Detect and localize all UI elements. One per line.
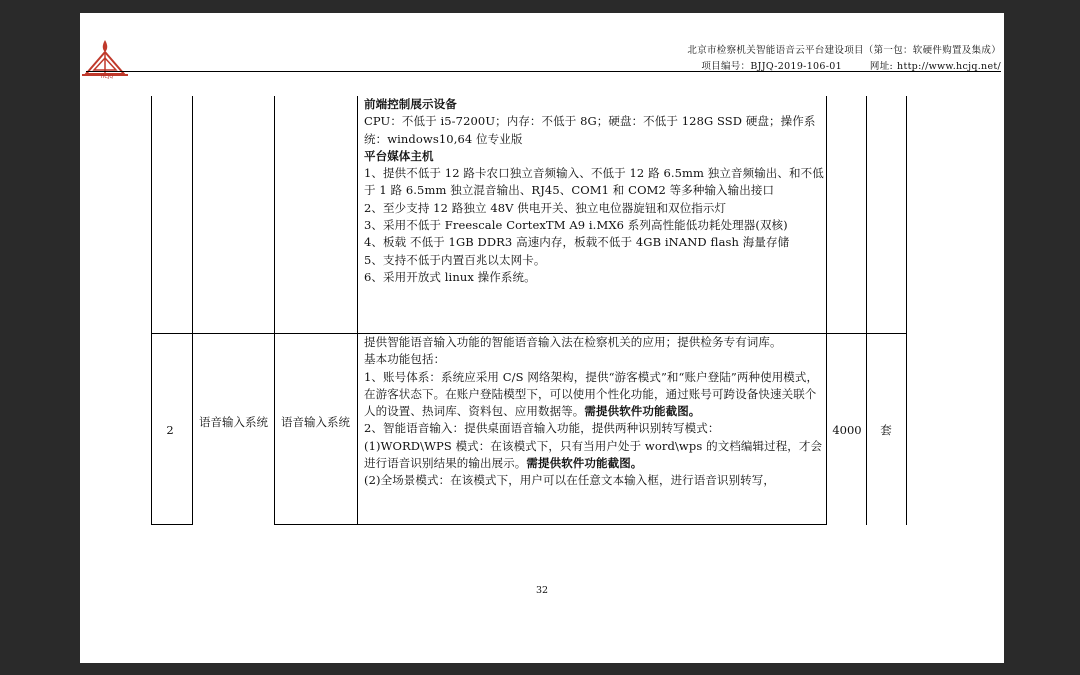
row2-paragraph: 1、账号体系：系统应采用 C/S 网络架构，提供“游客模式”和“账户登陆”两种使用模式，在游客状态下。在账户登陆模型下，可以使用个性化功能，通过账号可跨设备快速关联个人的设置、热词库、资料包、应用数据等。需提供软件功能截图。: [364, 369, 819, 419]
header-meta: [701, 58, 1001, 72]
table-border-left: [151, 96, 152, 525]
row2-quantity: 4000: [832, 423, 862, 437]
table-border-right: [906, 96, 907, 525]
header-title: 北京市检察机关智能语音云平台建设项目（第一包：软硬件购置及集成）: [687, 45, 1001, 56]
row2-number: 2: [166, 423, 174, 437]
logo-text: HCJQ: [100, 74, 114, 80]
row1-line: 平台媒体主机: [364, 148, 434, 163]
row2-paragraph: (2)全场景模式：在该模式下，用户可以在任意文本输入框，进行语音识别转写，: [364, 473, 775, 488]
table-col-line: [192, 96, 193, 525]
table-col-line: [826, 96, 827, 525]
row2-paragraph: 2、智能语音输入：提供桌面语音输入功能，提供两种识别转写模式：: [364, 421, 720, 436]
spec-table: [72, 96, 900, 525]
row2-paragraph: 基本功能包括：: [364, 352, 446, 367]
table-row-line: [274, 524, 826, 525]
row1-line: 2、至少支持 12 路独立 48V 供电开关、独立电位器旋钮和双位指示灯: [364, 200, 727, 215]
table-col-line: [866, 96, 867, 525]
row1-line: 前端控制展示设备: [364, 97, 457, 111]
table-col-line: [274, 96, 275, 525]
row1-line: 5、支持不低于内置百兆以太网卡。: [364, 252, 546, 267]
row1-line: 3、采用不低于 Freescale CortexTM A9 i.MX6 系列高性能低功耗处理器(双核): [364, 218, 788, 233]
row2-system-name: 语音输入系统: [199, 415, 268, 429]
row2-paragraph: 提供智能语音输入功能的智能语音输入法在检察机关的应用；提供检务专有词库。: [364, 335, 782, 349]
row1-line: CPU：不低于 i5-7200U；内存：不低于 8G；硬盘：不低于 128G SSD 硬盘；操作系统：windows10,64 位专业版: [364, 114, 816, 146]
table-row-line: [151, 333, 907, 334]
project-number: BJJQ-2019-106-01: [750, 61, 842, 72]
row2-paragraph: (1)WORD\WPS 模式：在该模式下，只有当用户处于 word\wps 的文档编辑过程，才会进行语音识别结果的输出展示。需提供软件功能截图。: [364, 438, 823, 471]
row2-item-name: 语音输入系统: [281, 415, 350, 429]
row1-line: 4、板载 不低于 1GB DDR3 高速内存，板载不低于 4GB iNAND flash 海量存储: [364, 235, 790, 250]
row2-unit: 套: [880, 423, 892, 437]
row1-line: 1、提供不低于 12 路卡农口独立音频输入、不低于 12 路 6.5mm 独立音频输出、和不低于 1 路 6.5mm 独立混音输出、RJ45、COM1 和 COM2 等多种输入输出接口: [364, 166, 824, 198]
site-label: 网址:: [869, 61, 894, 72]
header-divider: [86, 71, 1001, 72]
page-number: 32: [535, 585, 549, 596]
project-label: 项目编号：: [701, 61, 751, 72]
site-url[interactable]: http://www.hcjq.net/: [897, 61, 1001, 72]
table-row-line: [151, 524, 192, 525]
table-col-line: [357, 96, 358, 525]
row1-line: 6、采用开放式 linux 操作系统。: [364, 269, 536, 284]
